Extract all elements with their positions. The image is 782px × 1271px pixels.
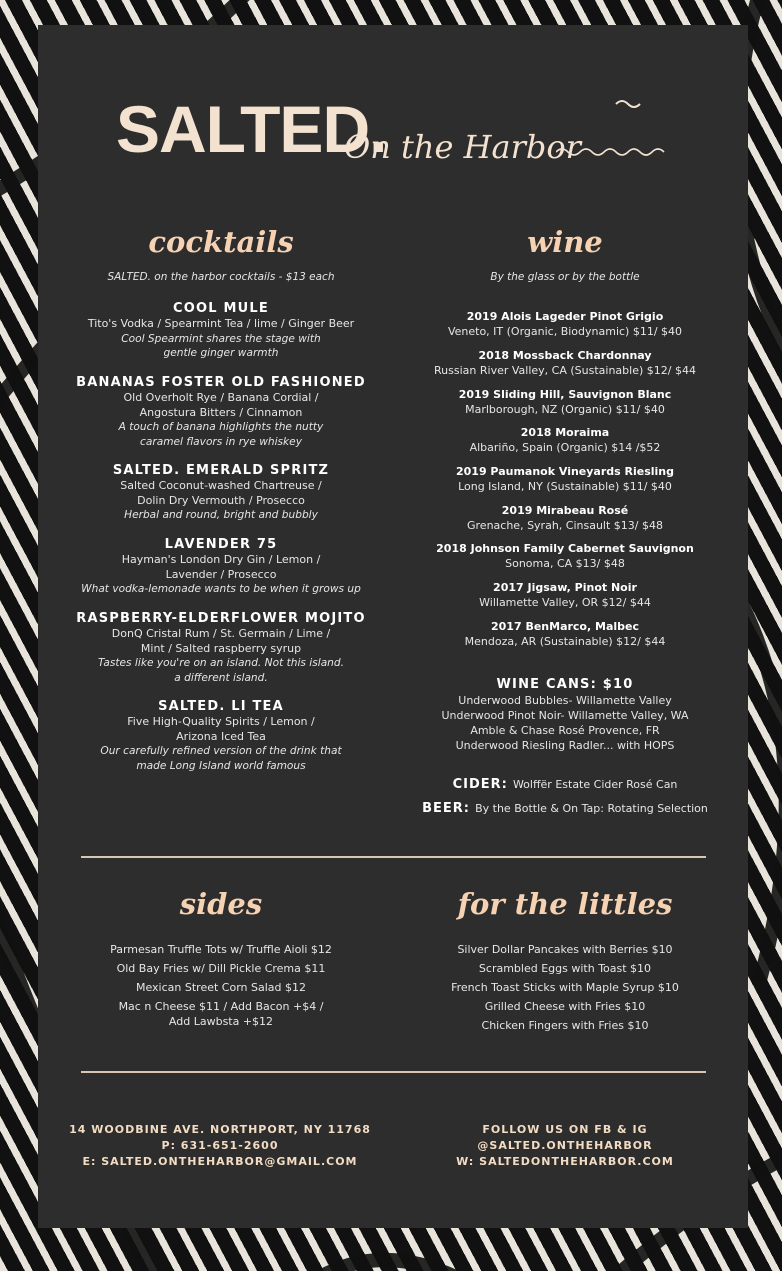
wine-name: 2018 Moraima [520, 426, 610, 439]
littles-list [385, 943, 745, 1034]
cocktail-ingredients: Mint / Salted raspberry syrup [140, 641, 302, 655]
wine-section [385, 225, 745, 828]
wine-details: Sonoma, CA $13/ $48 [505, 557, 625, 570]
cocktail-ingredients: DonQ Cristal Rum / St. Germain / Lime / [111, 627, 331, 640]
beer-line [385, 797, 745, 816]
cocktail-description: A touch of banana highlights the nutty [118, 421, 324, 433]
wine-name: 2017 BenMarco, Malbec [491, 620, 639, 633]
cocktail-item [40, 537, 402, 597]
wine-name: 2019 Sliding Hill, Sauvignon Blanc [458, 388, 672, 401]
wine-item [385, 541, 745, 571]
cocktail-description: a different island. [174, 671, 268, 684]
cocktail-name: SALTED. EMERALD SPRITZ [112, 463, 330, 478]
wine-item [385, 464, 745, 494]
cider-line [385, 773, 745, 792]
logo-sub-text: On the Harbor [344, 128, 581, 166]
wine-details: Veneto, IT (Organic, Biodynamic) $11/ $40 [447, 325, 683, 338]
wine-name: 2019 Alois Lageder Pinot Grigio [466, 310, 664, 323]
wine-details: Long Island, NY (Sustainable) $11/ $40 [458, 480, 672, 493]
wine-item [385, 387, 745, 417]
wine-details: Mendoza, AR (Sustainable) $12/ $44 [464, 635, 666, 648]
wine-item [385, 425, 745, 455]
footer-address: 14 WOODBINE AVE. NORTHPORT, NY 11768 [69, 1123, 371, 1136]
wine-details: Willamette Valley, OR $12/ $44 [479, 596, 651, 609]
cocktail-ingredients: Lavender / Prosecco [165, 567, 277, 581]
cocktail-name: LAVENDER 75 [164, 537, 278, 552]
footer-phone: P: 631-651-2600 [161, 1139, 279, 1152]
cocktail-item [40, 699, 402, 773]
wine-name: 2019 Paumanok Vineyards Riesling [455, 465, 675, 478]
wave-icon [556, 82, 676, 162]
side-item: Mac n Cheese $11 / Add Bacon +$4 / [118, 1000, 324, 1013]
cocktail-item [40, 611, 402, 685]
littles-heading: for the littles [457, 887, 673, 921]
footer-contact [60, 1122, 380, 1170]
wine-item [385, 619, 745, 649]
cocktail-description: What vodka-lemonade wants to be when it grows up [81, 583, 361, 595]
wine-name: 2018 Mossback Chardonnay [478, 349, 652, 362]
footer-follow: FOLLOW US ON FB & IG [482, 1123, 648, 1136]
section-divider [81, 856, 706, 858]
littles-item: Chicken Fingers with Fries $10 [481, 1019, 649, 1032]
cocktail-ingredients: Angostura Bitters / Cinnamon [139, 405, 303, 419]
cocktail-description: made Long Island world famous [136, 759, 306, 772]
cocktail-description: Herbal and round, bright and bubbly [124, 509, 318, 521]
wine-note: By the glass or by the bottle [490, 271, 640, 283]
littles-item: Scrambled Eggs with Toast $10 [478, 962, 652, 975]
cocktails-heading: cocktails [148, 225, 294, 259]
wine-item [385, 503, 745, 533]
wine-item [385, 580, 745, 610]
section-divider [81, 1071, 706, 1073]
beer-text: By the Bottle & On Tap: Rotating Selection [475, 802, 708, 815]
wine-details: Albariño, Spain (Organic) $14 /$52 [469, 441, 661, 454]
cocktail-description: Cool Spearmint shares the stage with [121, 332, 321, 345]
cocktail-ingredients: Tito's Vodka / Spearmint Tea / lime / Ginger Beer [87, 317, 355, 330]
cocktail-description: Tastes like you're on an island. Not this island. [98, 657, 344, 669]
cider-label: CIDER: [452, 777, 508, 792]
footer-handle: @SALTED.ONTHEHARBOR [477, 1139, 653, 1152]
logo-main-text: SALTED. [116, 92, 387, 166]
cocktail-item [40, 375, 402, 449]
cocktail-ingredients: Five High-Quality Spirits / Lemon / [127, 715, 315, 728]
cocktail-name: SALTED. LI TEA [158, 699, 284, 714]
side-item: Mexican Street Corn Salad $12 [135, 981, 306, 994]
wine-item [385, 348, 745, 378]
side-item: Old Bay Fries w/ Dill Pickle Crema $11 [116, 962, 326, 975]
wine-details: Marlborough, NZ (Organic) $11/ $40 [465, 403, 665, 416]
wine-name: 2017 Jigsaw, Pinot Noir [493, 581, 637, 594]
wine-details: Russian River Valley, CA (Sustainable) $12/ $44 [434, 364, 696, 377]
cocktail-ingredients: Old Overholt Rye / Banana Cordial / [123, 391, 319, 404]
cocktails-section [40, 225, 402, 788]
cocktail-name: COOL MULE [173, 301, 269, 316]
wine-name: 2018 Johnson Family Cabernet Sauvignon [436, 542, 694, 555]
footer-email: E: SALTED.ONTHEHARBOR@GMAIL.COM [82, 1155, 358, 1168]
littles-item: French Toast Sticks with Maple Syrup $10 [451, 981, 679, 994]
sides-list [40, 943, 402, 1029]
cocktail-ingredients: Dolin Dry Vermouth / Prosecco [137, 493, 305, 507]
cocktail-name: BANANAS FOSTER OLD FASHIONED [76, 375, 366, 390]
cocktail-ingredients: Salted Coconut-washed Chartreuse / [120, 479, 322, 492]
littles-item: Silver Dollar Pancakes with Berries $10 [457, 943, 673, 956]
cocktail-name: RASPBERRY-ELDERFLOWER MOJITO [76, 611, 366, 626]
littles-section [385, 887, 745, 1040]
cocktail-item [40, 463, 402, 523]
littles-item: Grilled Cheese with Fries $10 [484, 1000, 646, 1013]
wine-heading: wine [527, 225, 603, 259]
cocktails-note: SALTED. on the harbor cocktails - $13 each [107, 271, 335, 283]
wine-can-item: Amble & Chase Rosé Provence, FR [470, 724, 660, 737]
logo [116, 78, 676, 173]
sides-heading: sides [179, 887, 263, 921]
footer-social [405, 1122, 725, 1170]
cocktail-ingredients: Arizona Iced Tea [176, 729, 266, 743]
wine-cans [385, 677, 745, 753]
cocktail-ingredients: Hayman's London Dry Gin / Lemon / [121, 553, 321, 566]
cocktail-description: caramel flavors in rye whiskey [140, 435, 302, 448]
footer-website: W: SALTEDONTHEHARBOR.COM [456, 1155, 674, 1168]
wine-can-item: Underwood Bubbles- Willamette Valley [458, 694, 672, 707]
cocktail-item [40, 301, 402, 361]
wine-can-item: Underwood Riesling Radler... with HOPS [455, 739, 675, 752]
wine-name: 2019 Mirabeau Rosé [501, 504, 629, 517]
wine-cans-heading: WINE CANS: $10 [496, 677, 634, 692]
sides-section [40, 887, 402, 1040]
cocktail-description: gentle ginger warmth [163, 347, 279, 359]
wine-can-item: Underwood Pinot Noir- Willamette Valley, WA [441, 709, 689, 722]
side-item: Parmesan Truffle Tots w/ Truffle Aioli $12 [110, 943, 332, 956]
cocktail-description: Our carefully refined version of the drink that [100, 745, 342, 757]
wine-details: Grenache, Syrah, Cinsault $13/ $48 [467, 519, 663, 532]
beer-label: BEER: [422, 801, 470, 816]
side-item: Add Lawbsta +$12 [168, 1014, 274, 1028]
cider-text: Wolffër Estate Cider Rosé Can [512, 778, 678, 791]
wine-item [385, 309, 745, 339]
